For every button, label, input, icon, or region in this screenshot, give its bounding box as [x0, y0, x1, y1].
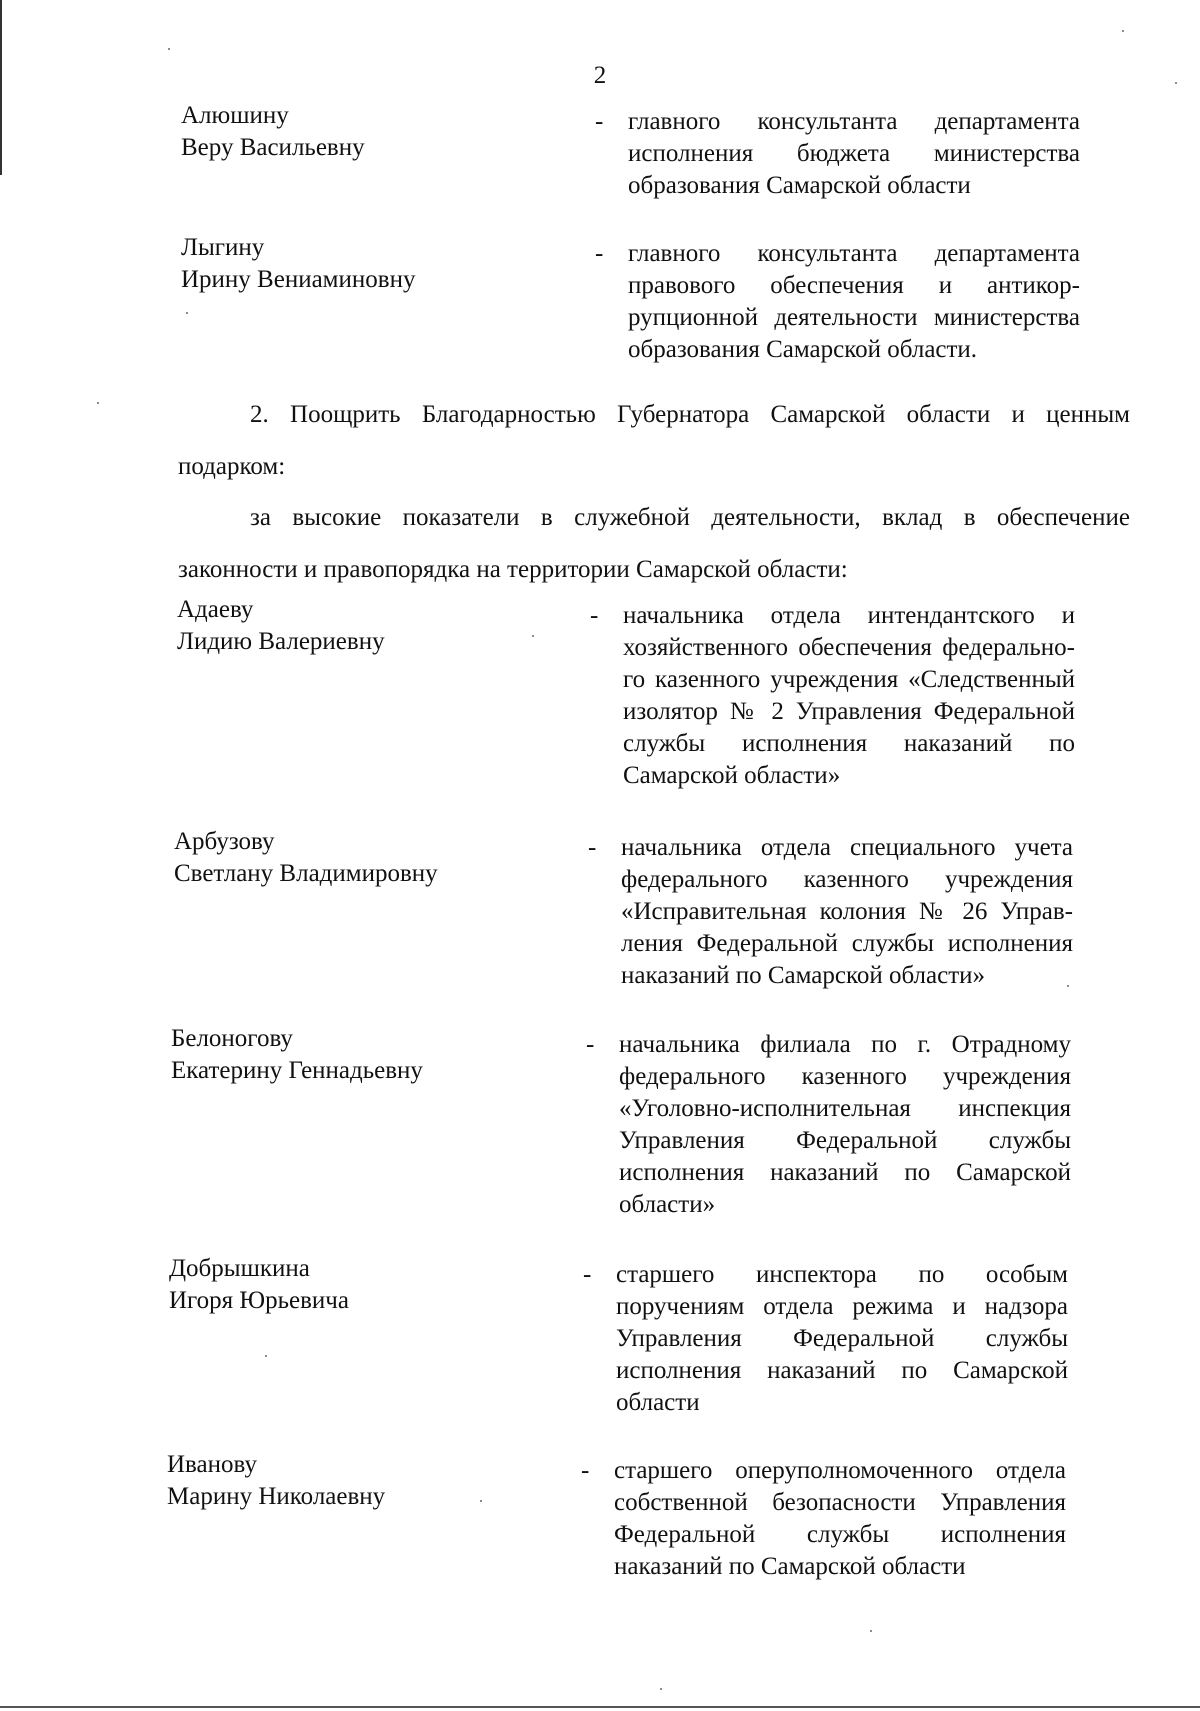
- given-names: Ирину Вениаминовну: [181, 266, 416, 293]
- list-dash: -: [583, 1261, 592, 1288]
- list-item: [0, 1253, 1200, 1416]
- surname: Лыгину: [181, 234, 265, 261]
- surname: Иванову: [167, 1451, 257, 1478]
- scan-speck: [1122, 30, 1124, 32]
- position-description: старшего инспектора по особым поручениям отдела режима и надзора Управления Федеральной службы исполнения наказаний по Самарской области: [616, 1261, 1068, 1416]
- person-name: [181, 100, 365, 164]
- given-names: Лидию Валериевну: [177, 628, 385, 655]
- scan-speck: [532, 635, 534, 637]
- scan-speck: [870, 1630, 872, 1632]
- bottom-edge-line: [0, 1706, 1200, 1708]
- scan-speck: [168, 48, 170, 50]
- position-description: начальника отдела специального учета федерального казенного учреждения «Исправительная колония № 26 Управ-ления Федеральной службы исполнения наказаний по Самарской области»: [621, 834, 1073, 989]
- position-description: старшего оперуполномоченного отдела собственной безопасности Управления Федеральной службы исполнения наказаний по Самарской области: [614, 1457, 1066, 1580]
- surname: Добрышкина: [169, 1255, 310, 1282]
- page-number: 2: [593, 62, 607, 89]
- given-names: Светлану Владимировну: [174, 860, 438, 887]
- surname: Алюшину: [181, 102, 289, 129]
- clause-2-reason: за высокие показатели в служебной деятельности, вклад в обеспечение законности и правопорядка на территории Самарской области:: [178, 504, 1130, 583]
- surname: Адаеву: [177, 596, 254, 623]
- person-name: [181, 232, 415, 296]
- scan-speck: [1067, 985, 1069, 987]
- list-dash: -: [586, 1031, 595, 1058]
- list-item: [0, 1023, 1200, 1218]
- person-name: [174, 826, 438, 890]
- position-description: начальника отдела интендантского и хозяйственного обеспечения федерально-го казенного учреждения «Следственный изолятор № 2 Управления Федеральной службы исполнения наказаний по Самарской области»: [623, 602, 1075, 789]
- person-name: [167, 1449, 385, 1513]
- scan-speck: [480, 1500, 482, 1502]
- list-dash: -: [595, 240, 604, 267]
- position-description: начальника филиала по г. Отрадному федерального казенного учреждения «Уголовно-исполнительная инспекция Управления Федеральной службы исполнения наказаний по Самарской области»: [619, 1031, 1071, 1218]
- given-names: Екатерину Геннадьевну: [171, 1057, 423, 1084]
- list-item: [0, 1449, 1200, 1580]
- person-name: [169, 1253, 349, 1317]
- person-name: [177, 594, 385, 658]
- position-description: главного консультанта департамента исполнения бюджета министерства образования Самарской области: [628, 108, 1080, 199]
- clause-2-intro: 2. Поощрить Благодарностью Губернатора Самарской области и ценным подарком:: [178, 401, 1130, 480]
- list-dash: -: [588, 834, 597, 861]
- scan-speck: [660, 1688, 662, 1690]
- list-item: [0, 232, 1200, 363]
- list-dash: -: [590, 602, 599, 629]
- surname: Белоногову: [171, 1025, 293, 1052]
- position-description: главного консультанта департамента правового обеспечения и антикор-рупционной деятельности министерства образования Самарской области.: [628, 240, 1080, 363]
- scan-speck: [265, 1355, 267, 1357]
- given-names: Марину Николаевну: [167, 1483, 386, 1510]
- list-item: [0, 100, 1200, 199]
- scan-speck: [97, 402, 99, 404]
- scan-speck: [186, 312, 188, 314]
- given-names: Веру Васильевну: [181, 134, 365, 161]
- given-names: Игоря Юрьевича: [169, 1287, 349, 1314]
- list-dash: -: [581, 1457, 590, 1484]
- scan-speck: [1175, 82, 1177, 84]
- list-dash: -: [595, 108, 604, 135]
- list-item: [0, 594, 1200, 789]
- list-item: [0, 826, 1200, 989]
- person-name: [171, 1023, 423, 1087]
- surname: Арбузову: [174, 828, 275, 855]
